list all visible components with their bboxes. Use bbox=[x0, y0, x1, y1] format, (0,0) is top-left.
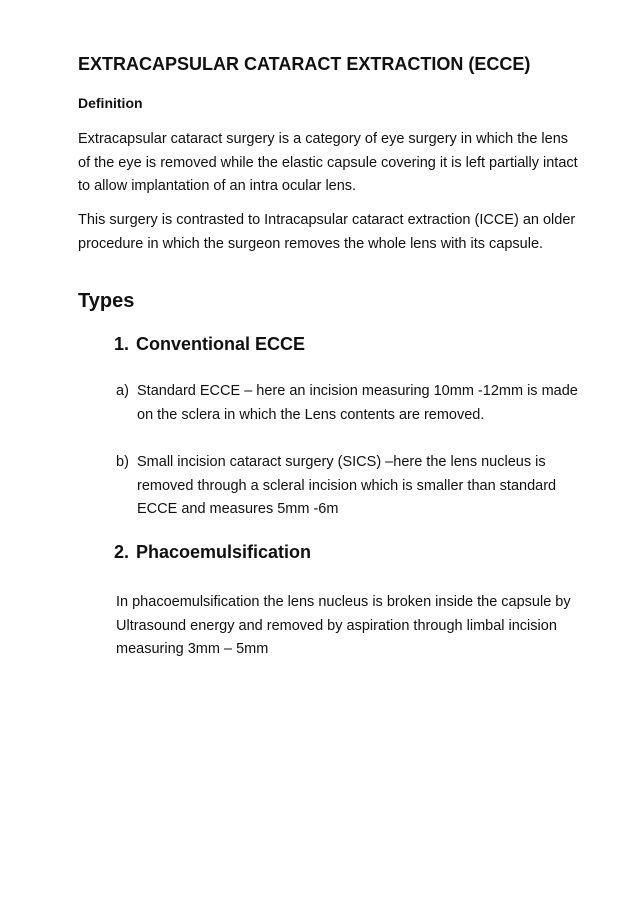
page-title: EXTRACAPSULAR CATARACT EXTRACTION (ECCE) bbox=[78, 54, 531, 74]
section-heading-conventional-ecce bbox=[114, 334, 305, 355]
definition-heading: Definition bbox=[78, 95, 143, 111]
contrast-paragraph: This surgery is contrasted to Intracapsular cataract extraction (ICCE) an older procedure in which the surgeon removes the whole lens with its capsule. bbox=[78, 212, 576, 252]
list-item-sics bbox=[116, 451, 586, 522]
list-item-text: Standard ECCE – here an incision measuring 10mm -12mm is made on the sclera in which the Lens contents are removed. bbox=[137, 383, 578, 423]
section-number: 2. bbox=[114, 542, 130, 562]
section-title: Conventional ECCE bbox=[136, 334, 306, 354]
section-number: 1. bbox=[114, 334, 130, 354]
types-heading: Types bbox=[78, 290, 135, 312]
list-item-text: Small incision cataract surgery (SICS) –here the lens nucleus is removed through a scleral incision which is smaller than standard ECCE and measures 5mm -6m bbox=[137, 454, 557, 517]
phacoemulsification-paragraph: In phacoemulsification the lens nucleus is broken inside the capsule by Ultrasound energy and removed by aspiration through limbal incision measuring 3mm – 5mm bbox=[116, 594, 571, 657]
section-title: Phacoemulsification bbox=[136, 542, 312, 562]
list-marker: a) bbox=[116, 383, 129, 399]
section-heading-phacoemulsification bbox=[114, 542, 311, 563]
definition-paragraph: Extracapsular cataract surgery is a category of eye surgery in which the lens of the eye is removed while the elastic capsule covering it is left partially intact to allow implantation of an intra ocular lens. bbox=[78, 131, 578, 194]
list-marker: b) bbox=[116, 454, 129, 470]
list-item-standard-ecce bbox=[116, 380, 586, 427]
